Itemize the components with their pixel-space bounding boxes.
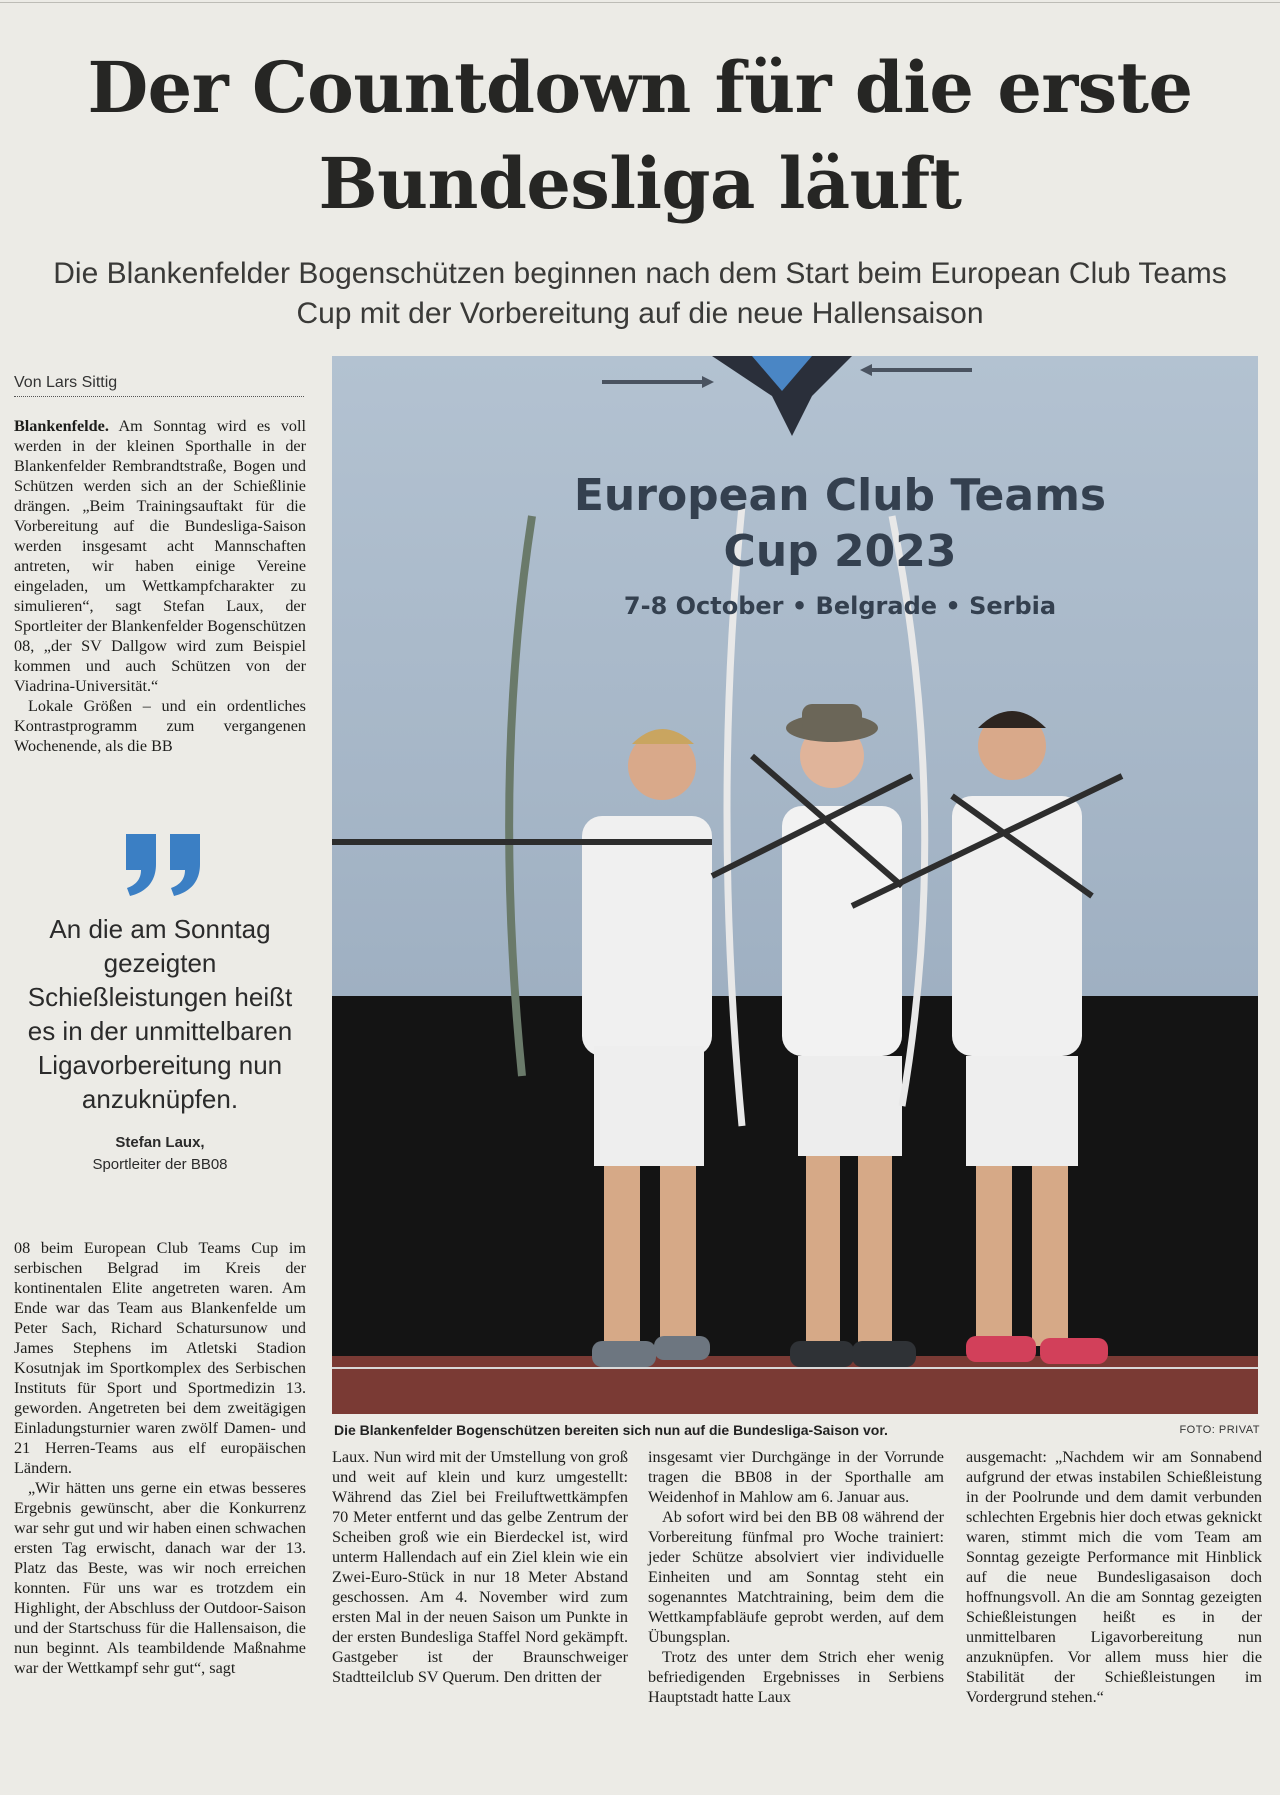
paragraph: 08 beim European Club Teams Cup im serbischen Belgrad im Kreis der kontinentalen Elite angetreten waren. Am Ende war das Team aus Blankenfelde um Peter Sach, Richard Schatursunow und James Stephens im Atletski Stadion Kosutnjak im Sportkomplex des Serbischen Instituts für Sport und Sportmedizin 13. geworden. Angetreten bei dem zweitägigen Einladungsturnier waren zwölf Damen- und 21 Herren-Teams aus elf europäischen Ländern. — [14, 1239, 306, 1477]
subheadline: Die Blankenfelder Bogenschützen beginnen nach dem Start beim European Club Teams Cup mit der Vorbereitung auf die neue Hallensaison — [53, 257, 1227, 330]
column-1-bottom — [14, 1238, 306, 1678]
quote-mark-icon — [120, 830, 210, 900]
paragraph: insgesamt vier Durchgänge in der Vorrunde tragen die BB08 in der Sporthalle am Weidenhof in Mahlow am 6. Januar aus. — [648, 1448, 944, 1506]
photo-banner-date: 7-8 October • Belgrade • Serbia — [623, 592, 1057, 620]
paragraph: Lokale Größen – und ein ordentliches Kontrastprogramm zum vergangenen Wochenende, als die BB — [14, 697, 306, 755]
column-2 — [332, 1447, 628, 1687]
paragraph: „Wir hätten uns gerne ein etwas besseres Ergebnis gewünscht, aber die Konkurrenz war sehr gut und wir haben einen schwachen ersten Tag erwischt, danach war der 13. Platz das Beste, was wir noch erreichen konnten. Für uns war es trotzdem ein Highlight, der Abschluss der Outdoor-Saison und der Startschuss für die Hallensaison, die nun beginnt. Als teambildende Maßnahme war der Wettkampf sehr gut“, sagt — [14, 1479, 306, 1677]
quote-author: Stefan Laux, — [115, 1134, 205, 1151]
column-1-top — [14, 416, 306, 756]
quote-attribution — [14, 1132, 306, 1176]
photo-credit: FOTO: PRIVAT — [1179, 1424, 1260, 1436]
paragraph: ausgemacht: „Nachdem wir am Sonnabend aufgrund der etwas instabilen Schießleistung in der Poolrunde und dem damit verbunden schlechten Ergebnis hier doch etwas geknickt waren, stimmt mich die vom Team am Sonntag gezeigte Performance mit Hinblick auf die neue Bundesligasaison doch hoffnungsvoll. An die am Sonntag gezeigten Schießleistungen heißt es in der unmittelbaren Ligavorbereitung nun anzuknüpfen. Vor allem muss hier die Stabilität der Schießleistungen im Vordergrund stehen.“ — [966, 1448, 1262, 1706]
paragraph: Laux. Nun wird mit der Umstellung von groß und weit auf klein und kurz umgestellt: Während das Ziel bei Freiluftwettkämpfen 70 Meter entfernt und das gelbe Zentrum der Scheiben groß wie ein Bierdeckel ist, wird unterm Hallendach auf ein Ziel klein wie ein Zwei-Euro-Stück in nur 18 Meter Abstand geschossen. Am 4. November wird zum ersten Mal in der neuen Saison um Punkte in der ersten Bundesliga Staffel Nord gekämpft. Gastgeber ist der Braunschweiger Stadtteilclub SV Querum. Den dritten der — [332, 1448, 628, 1686]
column-3 — [648, 1447, 944, 1707]
paragraph: Ab sofort wird bei den BB 08 während der Vorbereitung fünfmal pro Woche trainiert: jeder Schütze absolviert vier individuelle Einheiten und am Sonntag steht ein sogenanntes Matchtraining, beim dem die Wettkampfabläufe geprobt werden, auf dem Übungsplan. — [648, 1508, 944, 1646]
byline: Von Lars Sittig — [14, 374, 304, 397]
quote-author-role: Sportleiter der BB08 — [92, 1156, 228, 1173]
column-4 — [966, 1447, 1262, 1707]
top-rule — [0, 2, 1280, 3]
paragraph: Trotz des unter dem Strich eher wenig befriedigenden Ergebnisses in Serbiens Hauptstadt hatte Laux — [648, 1648, 944, 1706]
pull-quote: An die am Sonntag gezeigten Schießleistungen heißt es in der unmittelbaren Ligavorbereitung nun anzuknüpfen. — [27, 914, 293, 1114]
headline: Der Countdown für die erste Bundesliga läuft — [87, 46, 1193, 225]
photo-banner-title: European Club Teams Cup 2023 — [573, 470, 1107, 577]
dateline: Blankenfelde. — [14, 417, 109, 435]
paragraph: Blankenfelde. Am Sonntag wird es voll werden in der kleinen Sporthalle in der Blankenfelder Rembrandtstraße, Bogen und Schützen werden sich an der Schießlinie drängen. „Beim Trainingsauftakt für die Vorbereitung auf die Bundesliga-Saison werden insgesamt acht Mannschaften antreten, wir haben einige Vereine eingeladen, um Wettkampfcharakter zu simulieren“, sagt Stefan Laux, der Sportleiter der Blankenfelder Bogenschützen 08, „der SV Dallgow wird zum Beispiel kommen und auch Schützen von der Viadrina-Universität.“ — [14, 417, 306, 695]
photo-caption: Die Blankenfelder Bogenschützen bereiten sich nun auf die Bundesliga-Saison vor. — [334, 1422, 888, 1438]
